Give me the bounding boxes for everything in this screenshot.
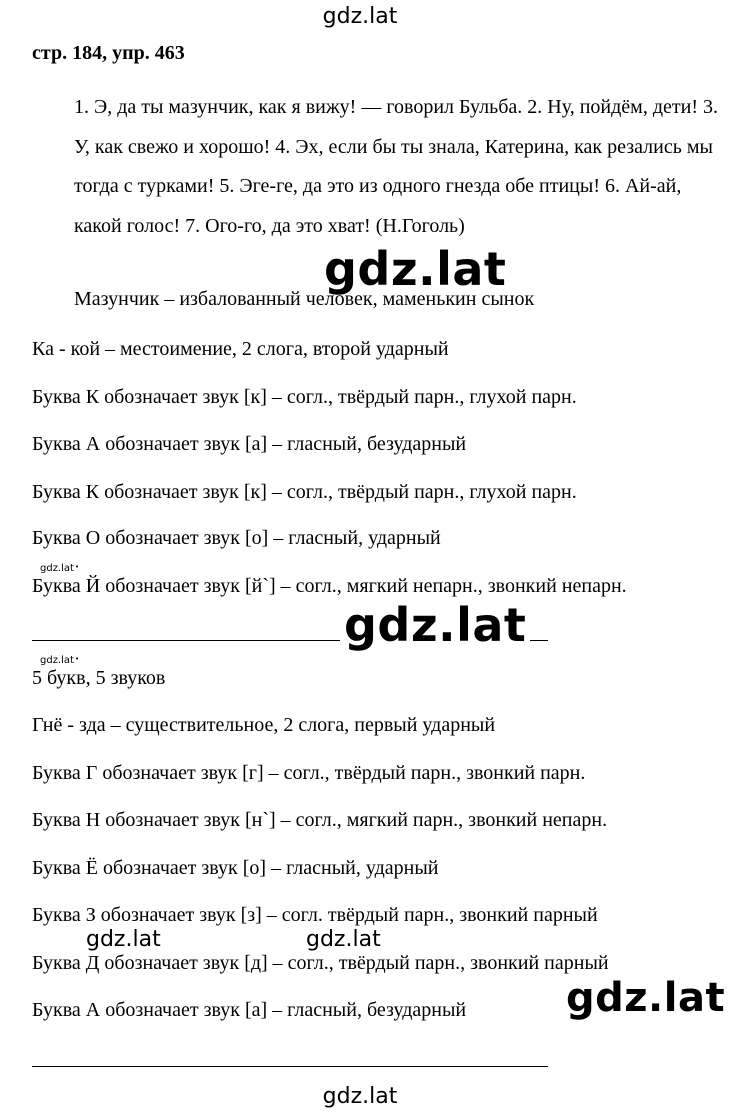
word1-letter-1: Буква К обозначает звук [к] – согл., твёрдый парн., глухой парн. — [32, 386, 577, 408]
watermark-big-3: gdz.lat — [566, 975, 726, 1021]
word1-summary: 5 букв, 5 звуков — [32, 667, 166, 689]
watermark-big-1: gdz.lat — [324, 242, 507, 296]
watermark-bottom: gdz.lat — [322, 1084, 398, 1109]
exercise-text: 1. Э, да ты мазунчик, как я вижу! — говорил Бульба. 2. Ну, пойдём, дети! 3. У, как свежо и хорошо! 4. Эх, если бы ты знала, Катерина, как резались мы тогда с турками! 5. Эге-ге, да это из одного гнезда обе птицы! 6. Ай-ай, какой голос! 7. Ого-го, да это хват! (Н.Гоголь) — [74, 96, 718, 237]
word2-letter-4: Буква З обозначает звук [з] – согл. твёрдый парн., звонкий парный — [32, 904, 598, 926]
word2-letter-2: Буква Н обозначает звук [н`] – согл., мягкий парн., звонкий непарн. — [32, 809, 608, 831]
watermark-mid-2: gdz.lat — [306, 927, 381, 952]
word2-letter-3: Буква Ё обозначает звук [о] – гласный, ударный — [32, 857, 439, 879]
word1-letter-5: Буква Й обозначает звук [й`] – согл., мягкий непарн., звонкий непарн. — [32, 575, 627, 597]
word2-letter-6: Буква А обозначает звук [а] – гласный, безударный — [32, 999, 467, 1021]
word1-letter-3: Буква К обозначает звук [к] – согл., твёрдый парн., глухой парн. — [32, 481, 577, 503]
watermark-tiny-1: gdz.lat • — [40, 564, 79, 574]
word1-letter-4: Буква О обозначает звук [о] – гласный, ударный — [32, 527, 441, 549]
word1-header: Ка - кой – местоимение, 2 слога, второй ударный — [32, 338, 449, 360]
word2-header: Гнё - зда – существительное, 2 слога, первый ударный — [32, 714, 496, 736]
page-heading: стр. 184, упр. 463 — [32, 42, 185, 64]
word1-letter-2: Буква А обозначает звук [а] – гласный, безударный — [32, 433, 467, 455]
definition-line: Мазунчик – избалованный человек, маменькин сынок — [74, 288, 535, 310]
word2-letter-1: Буква Г обозначает звук [г] – согл., твёрдый парн., звонкий парн. — [32, 762, 586, 784]
watermark-top: gdz.lat — [322, 4, 398, 29]
watermark-mid-1: gdz.lat — [86, 927, 161, 952]
word2-letter-5: Буква Д обозначает звук [д] – согл., твёрдый парн., звонкий парный — [32, 952, 609, 974]
watermark-big-2: gdz.lat — [340, 602, 530, 648]
watermark-tiny-2: gdz.lat • — [40, 656, 79, 666]
divider-2 — [32, 1066, 548, 1067]
